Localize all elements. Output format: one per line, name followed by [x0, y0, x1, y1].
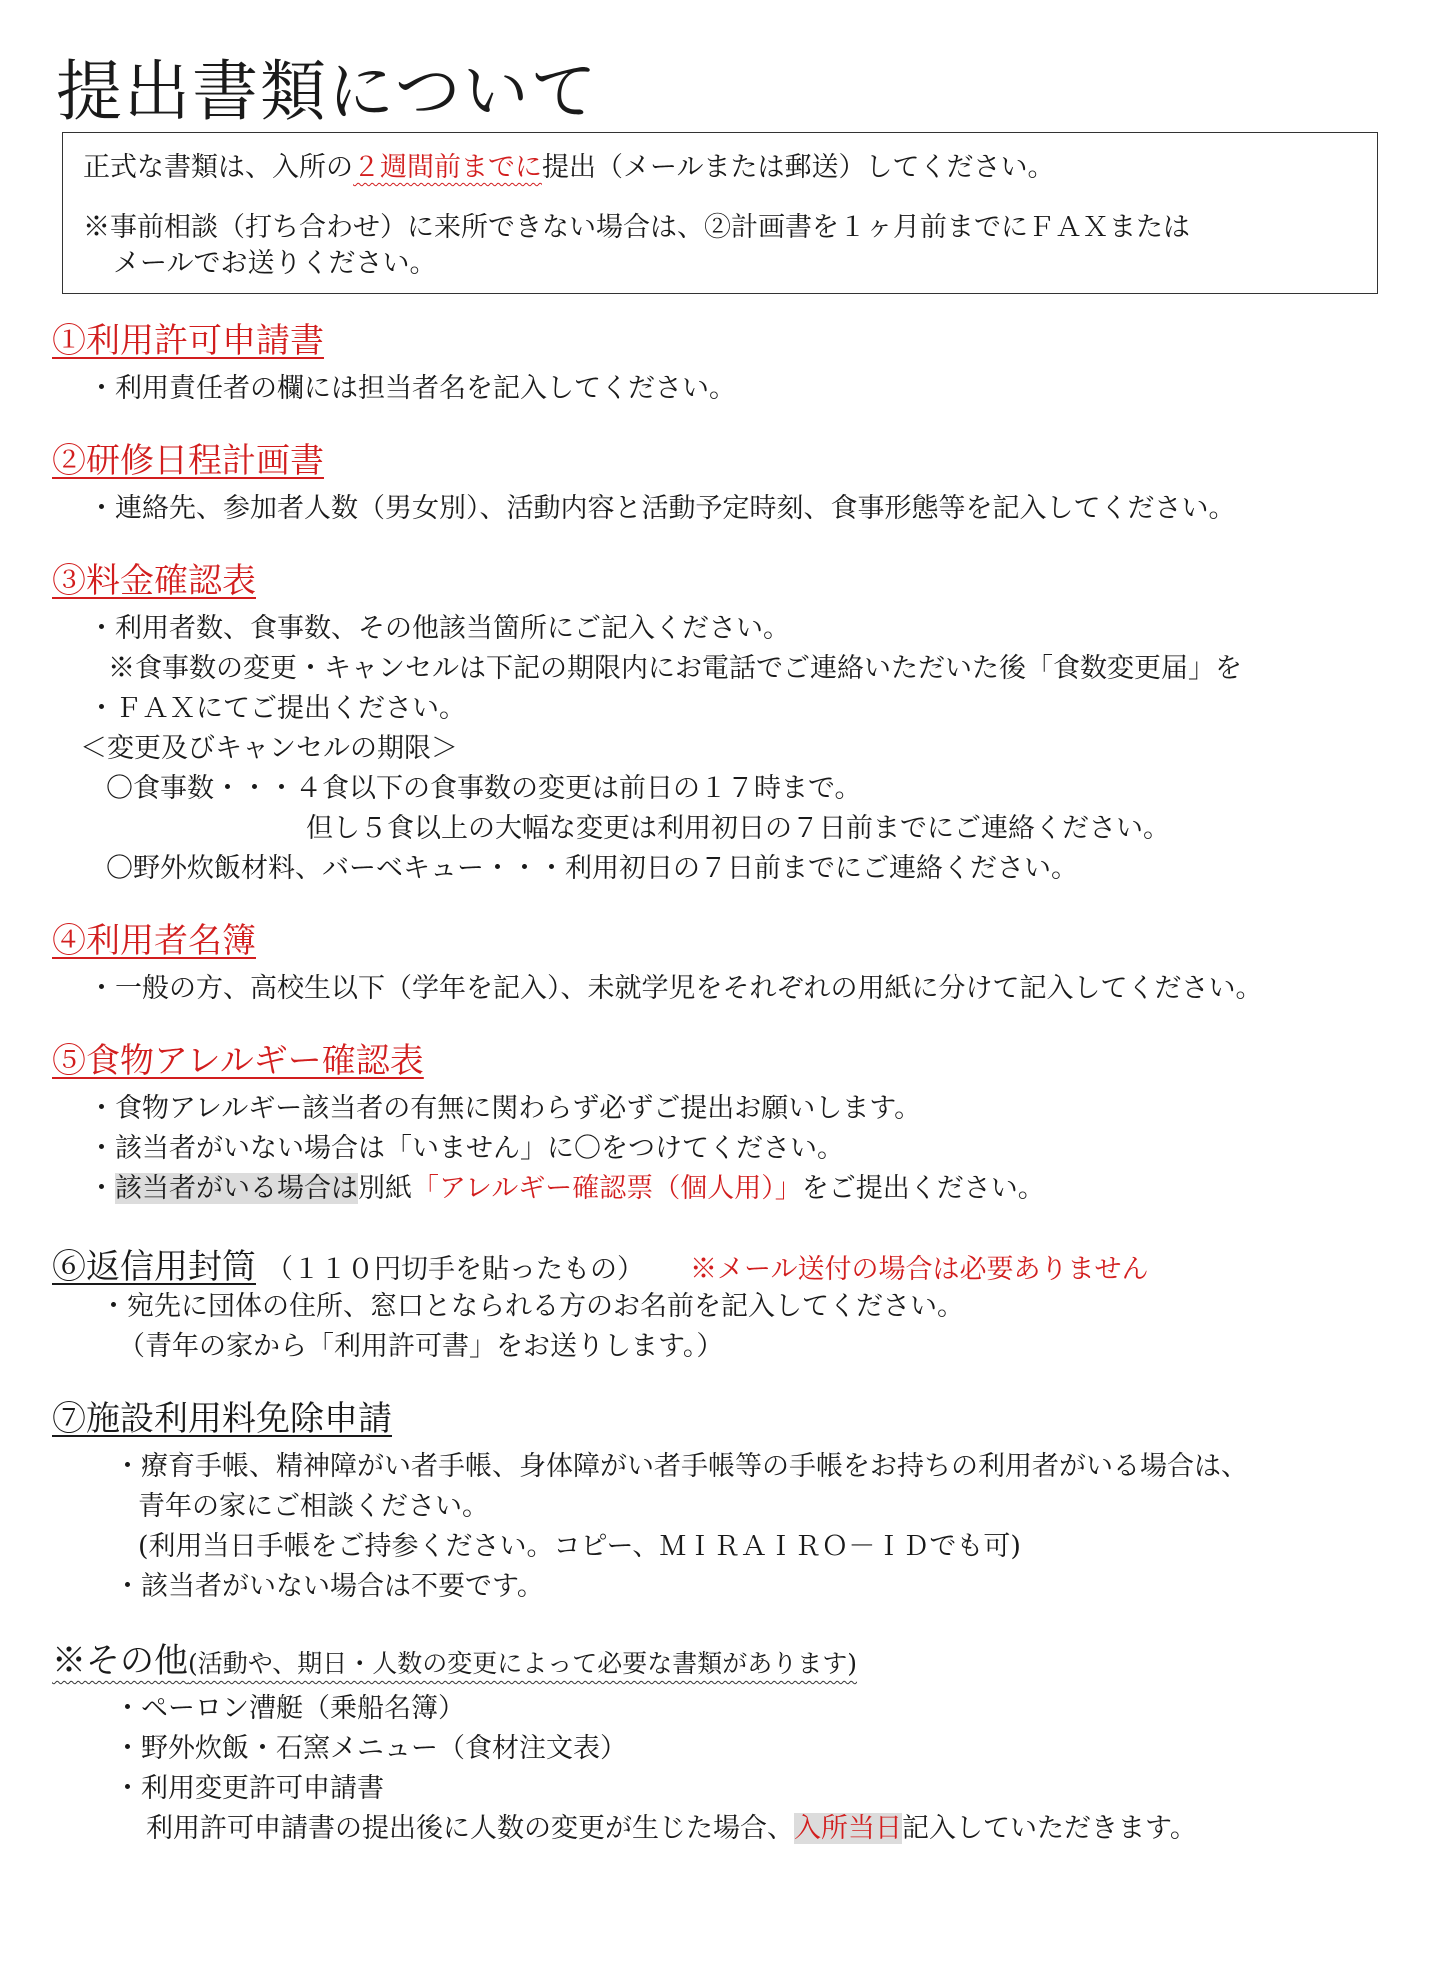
section-7-line-2: 青年の家にご相談ください。	[138, 1491, 489, 1522]
bullet: ・	[88, 1173, 115, 1204]
section-note: （１１０円切手を貼ったもの）	[266, 1254, 644, 1285]
section-3-line-2: ※食事数の変更・キャンセルは下記の期限内にお電話でご連絡いただいた後「食数変更届」を	[108, 653, 1242, 684]
section-1-line-1: ・利用責任者の欄には担当者名を記入してください。	[88, 373, 736, 404]
notice-line-3: メールでお送りください。	[113, 248, 437, 279]
section-title: ⑥返信用封筒	[52, 1247, 256, 1287]
other-heading	[52, 1641, 857, 1681]
section-5-line-3	[88, 1172, 1045, 1206]
notice-box	[62, 132, 1378, 294]
section-heading-5	[52, 1040, 424, 1082]
section-heading-7	[52, 1398, 392, 1440]
text: 記入していただきます。	[902, 1813, 1197, 1844]
section-title: ※その他	[52, 1641, 188, 1681]
section-6-line-1: ・宛先に団体の住所、窓口となられる方のお名前を記入してください。	[100, 1291, 964, 1322]
notice-text: 正式な書類は、入所の	[83, 152, 353, 183]
section-7-line-1: ・療育手帳、精神障がい者手帳、身体障がい者手帳等の手帳をお持ちの利用者がいる場合は、	[114, 1451, 1248, 1482]
text: をご提出ください。	[801, 1173, 1045, 1204]
section-heading-1	[52, 320, 324, 362]
notice-line-1	[83, 151, 1054, 185]
section-6-line-2: （青年の家から「利用許可書」をお送りします。）	[118, 1331, 724, 1362]
section-title: ③料金確認表	[52, 561, 256, 601]
section-8-line-1: ・ペーロン漕艇（乗船名簿）	[114, 1693, 465, 1724]
section-3-line-1: ・利用者数、食事数、その他該当箇所にご記入ください。	[88, 613, 790, 644]
section-3-line-3: ・ＦＡＸにてご提出ください。	[88, 693, 466, 724]
section-3-line-5: 〇食事数・・・４食以下の食事数の変更は前日の１７時まで。	[106, 773, 862, 804]
section-heading-8	[52, 1640, 857, 1685]
section-note-red: ※メール送付の場合は必要ありません	[690, 1254, 1149, 1285]
section-title: ①利用許可申請書	[52, 321, 324, 361]
text: 利用許可申請書の提出後に人数の変更が生じた場合、	[146, 1813, 794, 1844]
page-title: 提出書類について	[56, 53, 599, 130]
highlighted-text: 入所当日	[794, 1813, 902, 1844]
section-heading-2	[52, 440, 324, 482]
allergy-form-name: 「アレルギー確認票（個人用）」	[412, 1173, 802, 1204]
section-heading-6	[52, 1246, 1148, 1291]
section-title: ②研修日程計画書	[52, 441, 324, 481]
notice-text: 提出（メールまたは郵送）してください。	[542, 152, 1055, 183]
section-heading-4	[52, 920, 256, 962]
section-3-line-4: ＜変更及びキャンセルの期限＞	[80, 733, 458, 764]
section-4-line-1: ・一般の方、高校生以下（学年を記入）、未就学児をそれぞれの用紙に分けて記入してください。	[88, 973, 1263, 1004]
deadline-highlight: ２週間前までに	[353, 152, 542, 183]
section-7-line-4: ・該当者がいない場合は不要です。	[114, 1571, 544, 1602]
section-title: ④利用者名簿	[52, 921, 256, 961]
section-2-line-1: ・連絡先、参加者人数（男女別）、活動内容と活動予定時刻、食事形態等を記入してください。	[88, 493, 1236, 524]
highlighted-text: 該当者がいる場合は	[115, 1173, 358, 1204]
section-note: (活動や、期日・人数の変更によって必要な書類があります)	[188, 1649, 858, 1678]
text: 別紙	[358, 1173, 412, 1204]
section-3-line-6: 但し５食以上の大幅な変更は利用初日の７日前までにご連絡ください。	[306, 813, 1170, 844]
section-5-line-2: ・該当者がいない場合は「いません」に〇をつけてください。	[88, 1133, 844, 1164]
section-8-line-4	[146, 1812, 1197, 1846]
section-heading-3	[52, 560, 256, 602]
section-title: ⑤食物アレルギー確認表	[52, 1041, 424, 1081]
notice-line-2: ※事前相談（打ち合わせ）に来所できない場合は、②計画書を１ヶ月前までにＦＡＸまたは	[83, 212, 1190, 243]
section-7-line-3: (利用当日手帳をご持参ください。コピー、ＭＩＲＡＩＲＯ－ＩＤでも可)	[138, 1531, 1021, 1562]
section-5-line-1: ・食物アレルギー該当者の有無に関わらず必ずご提出お願いします。	[88, 1093, 922, 1124]
section-8-line-2: ・野外炊飯・石窯メニュー（食材注文表）	[114, 1733, 627, 1764]
section-3-line-7: 〇野外炊飯材料、バーベキュー・・・利用初日の７日前までにご連絡ください。	[106, 853, 1078, 884]
section-title: ⑦施設利用料免除申請	[52, 1399, 392, 1439]
section-8-line-3: ・利用変更許可申請書	[114, 1773, 384, 1804]
